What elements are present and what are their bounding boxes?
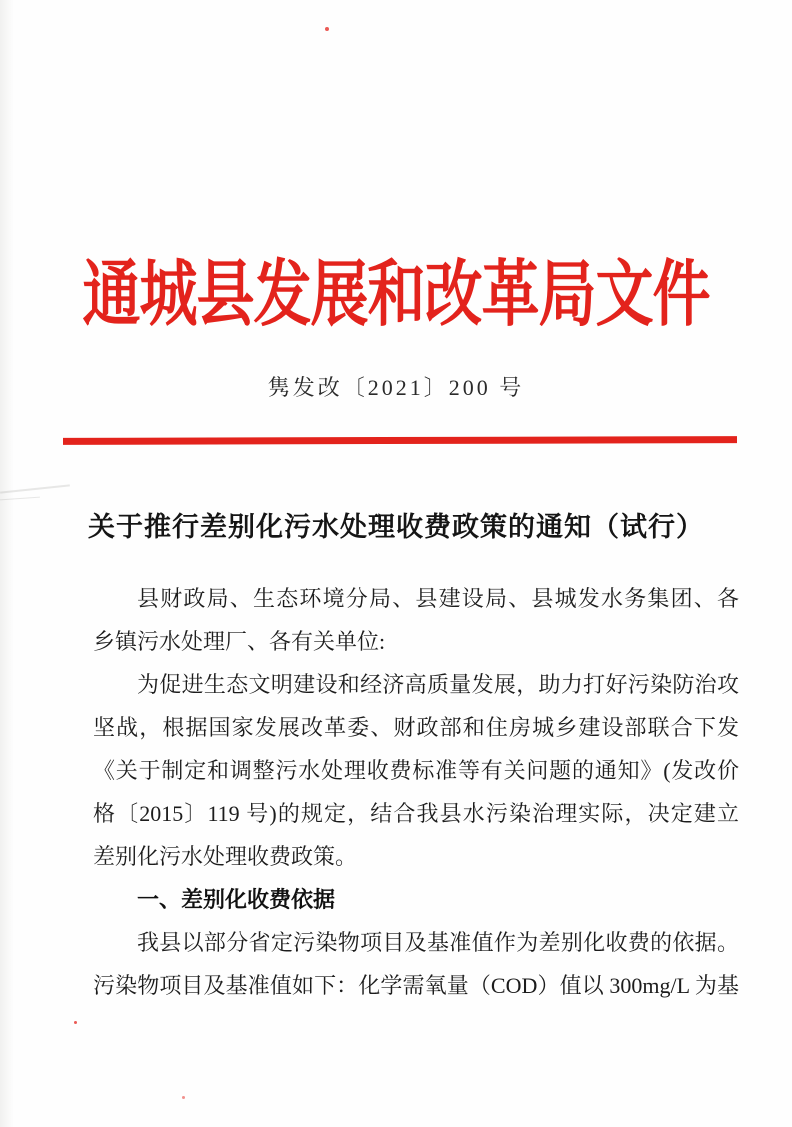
body-line: 我县以部分省定污染物项目及基准值作为差别化收费的依据。 xyxy=(137,930,739,955)
scan-streak xyxy=(0,497,40,501)
scan-speck xyxy=(325,27,329,31)
agency-letterhead-title: 通城县发展和改革局文件 xyxy=(82,254,710,336)
scan-speck xyxy=(182,1096,185,1099)
body-line: 《关于制定和调整污水处理收费标准等有关问题的通知》(发改价 xyxy=(93,758,739,783)
section-heading: 一、差别化收费依据 xyxy=(137,887,336,912)
document-reference-number: 隽发改〔2021〕200 号 xyxy=(267,375,525,400)
scan-speck xyxy=(74,1021,77,1024)
body-line: 差别化污水处理收费政策。 xyxy=(93,844,358,869)
document-body xyxy=(93,577,739,1007)
body-line: 格〔2015〕119 号)的规定，结合我县水污染治理实际，决定建立 xyxy=(93,801,739,826)
body-line: 乡镇污水处理厂、各有关单位: xyxy=(93,629,386,654)
scan-streak xyxy=(0,484,70,493)
body-line: 县财政局、生态环境分局、县建设局、县城发水务集团、各 xyxy=(137,586,739,611)
red-divider-rule xyxy=(63,436,737,445)
body-line: 污染物项目及基准值如下：化学需氧量（COD）值以 300mg/L 为基 xyxy=(93,973,739,998)
document-title: 关于推行差别化污水处理收费政策的通知（试行） xyxy=(88,512,704,542)
body-line: 为促进生态文明建设和经济高质量发展，助力打好污染防治攻 xyxy=(137,672,739,697)
body-line: 坚战，根据国家发展改革委、财政部和住房城乡建设部联合下发 xyxy=(93,715,739,740)
